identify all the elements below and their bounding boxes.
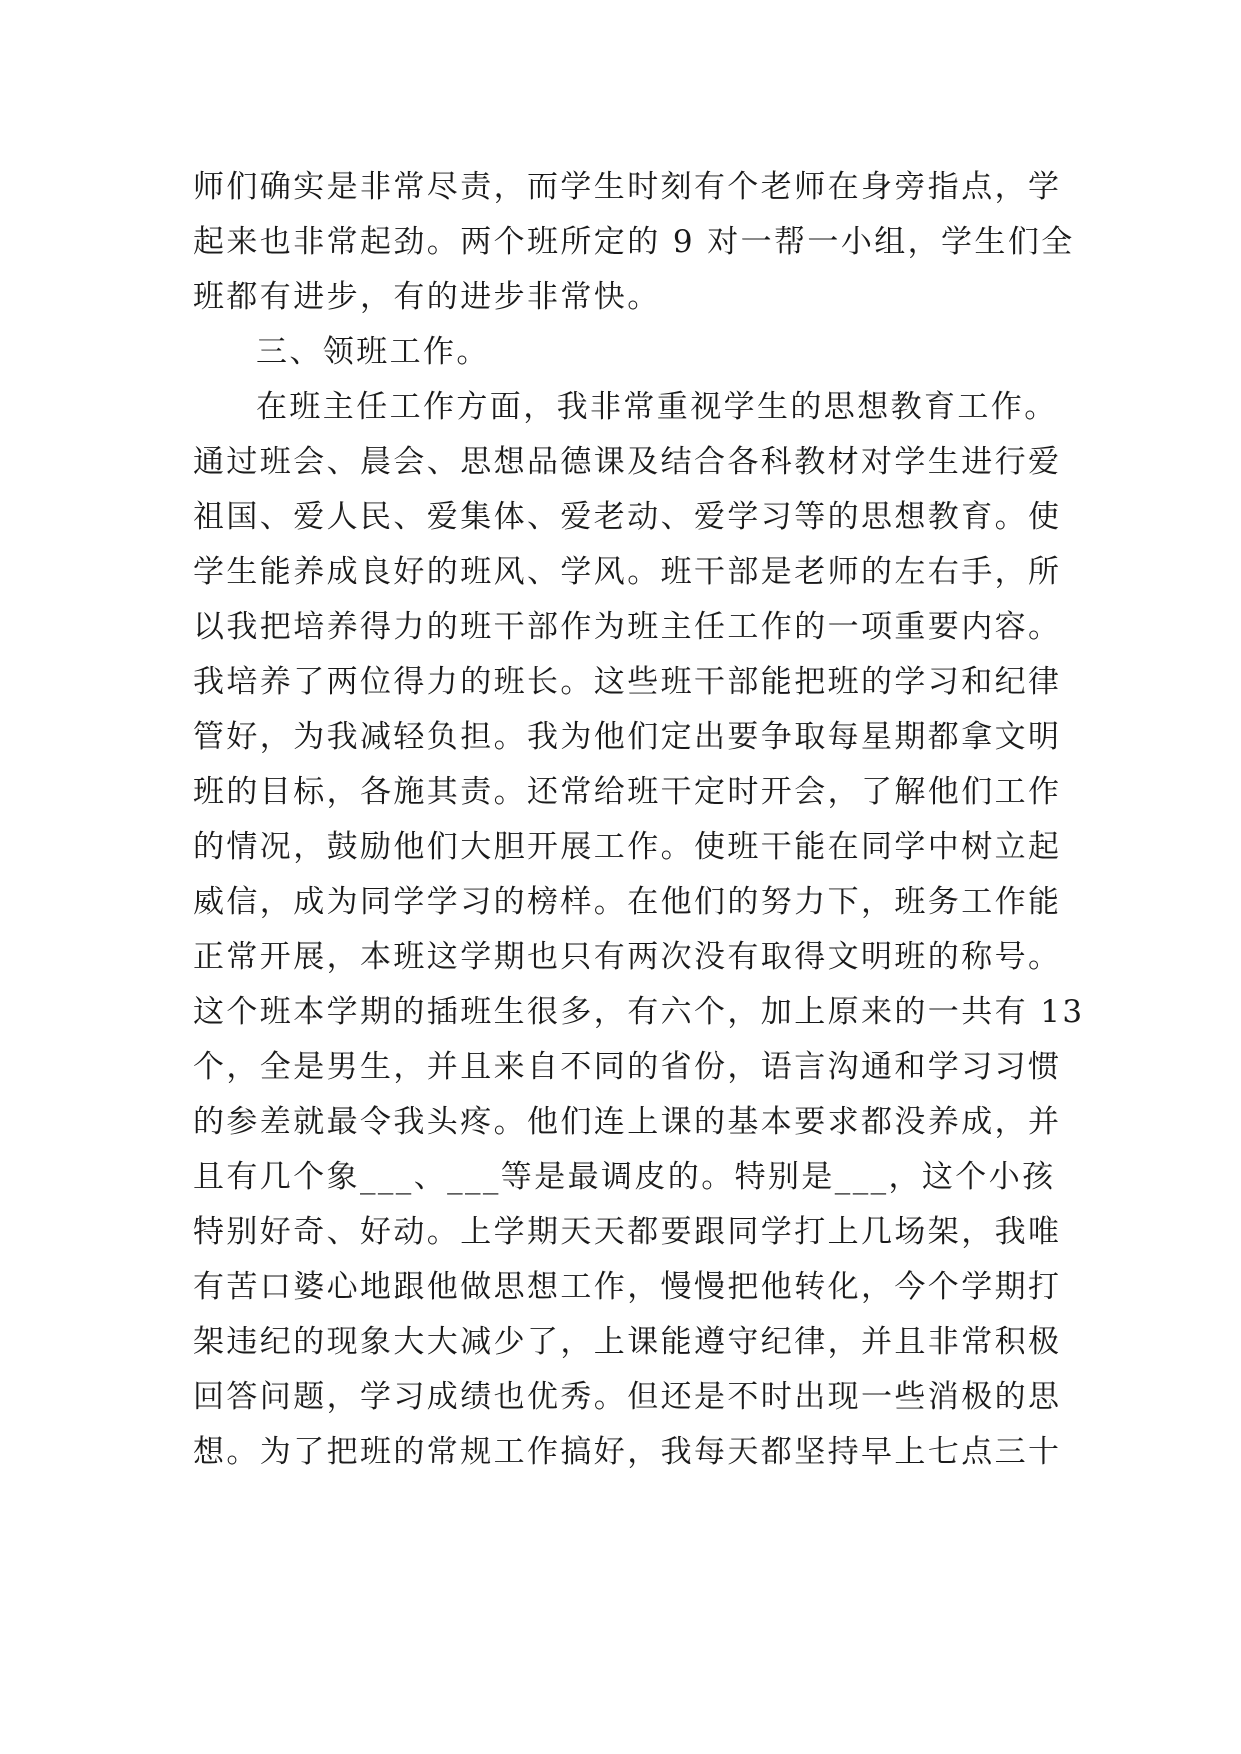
text-line: 班都有进步，有的进步非常快。 — [193, 279, 661, 315]
body-text — [193, 160, 1085, 1480]
text-line: 特别好奇、好动。上学期天天都要跟同学打上几场架，我唯 — [193, 1214, 1062, 1250]
text-line: 想。为了把班的常规工作搞好，我每天都坚持早上七点三十 — [193, 1434, 1062, 1470]
text-line: 在班主任工作方面，我非常重视学生的思想教育工作。 — [256, 389, 1058, 425]
text-line: 这个班本学期的插班生很多，有六个，加上原来的一共有 13 — [193, 994, 1085, 1030]
text-line: 管好，为我减轻负担。我为他们定出要争取每星期都拿文明 — [193, 719, 1062, 755]
text-line: 班的目标，各施其责。还常给班干定时开会，了解他们工作 — [193, 774, 1062, 810]
text-line: 学生能养成良好的班风、学风。班干部是老师的左右手，所 — [193, 554, 1062, 590]
text-line: 我培养了两位得力的班长。这些班干部能把班的学习和纪律 — [193, 664, 1062, 700]
text-line: 个，全是男生，并且来自不同的省份，语言沟通和学习习惯 — [193, 1049, 1062, 1085]
text-line: 有苦口婆心地跟他做思想工作，慢慢把他转化，今个学期打 — [193, 1269, 1062, 1305]
text-line: 架违纪的现象大大减少了，上课能遵守纪律，并且非常积极 — [193, 1324, 1062, 1360]
text-line: 以我把培养得力的班干部作为班主任工作的一项重要内容。 — [193, 609, 1062, 645]
text-line: 的参差就最令我头疼。他们连上课的基本要求都没养成，并 — [193, 1104, 1062, 1140]
text-line: 通过班会、晨会、思想品德课及结合各科教材对学生进行爱 — [193, 444, 1062, 480]
text-line: 师们确实是非常尽责，而学生时刻有个老师在身旁指点，学 — [193, 169, 1062, 205]
text-line: 且有几个象___、___等是最调皮的。特别是___，这个小孩 — [193, 1159, 1056, 1195]
text-line: 起来也非常起劲。两个班所定的 9 对一帮一小组，学生们全 — [193, 224, 1075, 260]
text-line: 的情况，鼓励他们大胆开展工作。使班干能在同学中树立起 — [193, 829, 1062, 865]
text-line: 祖国、爱人民、爱集体、爱老动、爱学习等的思想教育。使 — [193, 499, 1062, 535]
text-line: 回答问题，学习成绩也优秀。但还是不时出现一些消极的思 — [193, 1379, 1062, 1415]
text-line: 威信，成为同学学习的榜样。在他们的努力下，班务工作能 — [193, 884, 1062, 920]
section-heading: 三、领班工作。 — [256, 334, 490, 370]
text-line: 正常开展，本班这学期也只有两次没有取得文明班的称号。 — [193, 939, 1062, 975]
